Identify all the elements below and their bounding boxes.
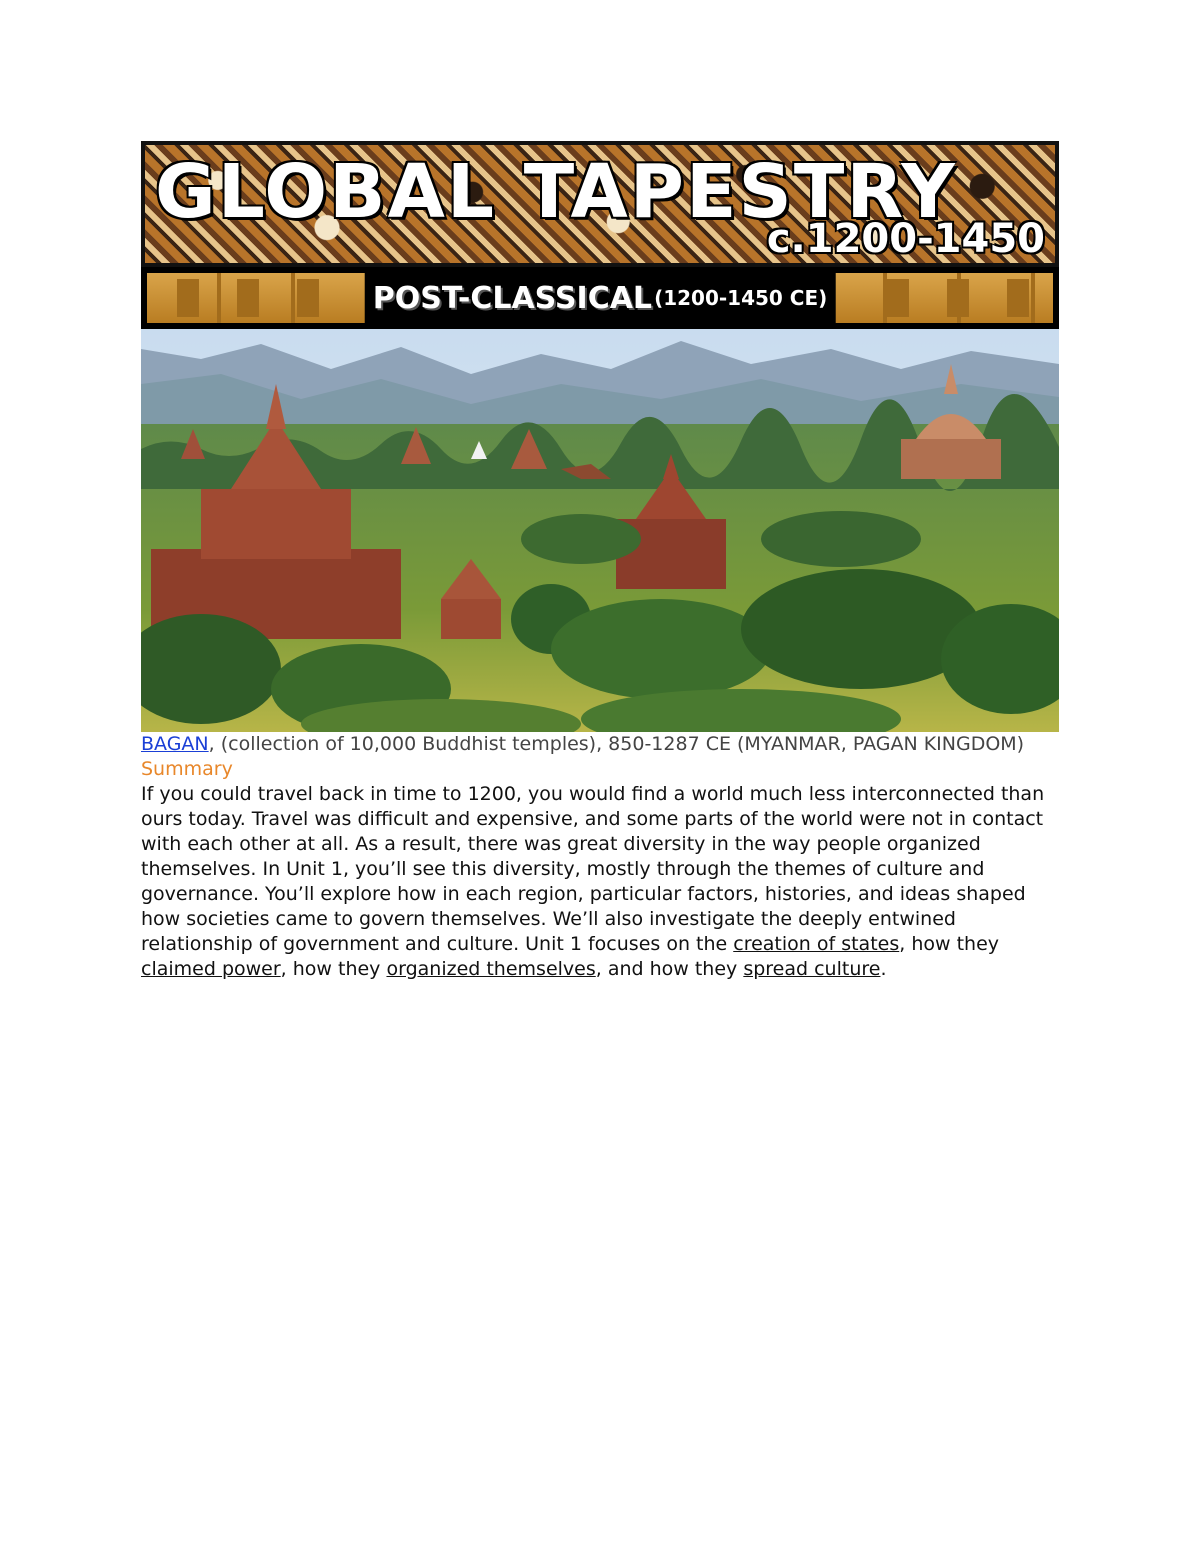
term-creation-of-states: creation of states	[733, 933, 900, 955]
image-caption	[141, 732, 1059, 757]
summary-paragraph	[141, 782, 1059, 982]
summary-text-4: , and how they	[595, 958, 744, 980]
summary-text-3: , how they	[280, 958, 387, 980]
era-title: POST-CLASSICAL	[372, 280, 653, 316]
banner-title: GLOBAL TAPESTRY	[155, 149, 957, 235]
bagan-temples-photo	[141, 329, 1059, 732]
caption-text: , (collection of 10,000 Buddhist temples), 850-1287 CE (MYANMAR, PAGAN KINGDOM)	[208, 733, 1025, 755]
era-range: (1200-1450 CE)	[654, 286, 828, 310]
bagan-link[interactable]: BAGAN	[141, 733, 209, 755]
summary-heading: Summary	[141, 758, 233, 780]
summary-text-2: , how they	[899, 933, 999, 955]
era-label	[365, 273, 836, 323]
wall-pattern	[147, 273, 1053, 323]
summary-text-1: If you could travel back in time to 1200, you would find a world much less interconnected than ours today. Travel was difficult and expensive, and some parts of the world were not in contact with each other at all. As a result, there was great diversity in the way people organized themselves. In Unit 1, you’ll see this diversity, mostly through the themes of culture and governance. You’ll explore how in each region, particular factors, histories, and ideas shaped how societies came to govern themselves. We’ll also investigate the deeply entwined relationship of government and culture. Unit 1 focuses on the	[141, 783, 1045, 955]
term-organized-themselves: organized themselves	[386, 958, 596, 980]
document-page	[141, 141, 1059, 982]
summary-text-5: .	[880, 958, 887, 980]
banner-dates: c.1200-1450	[766, 216, 1045, 262]
term-claimed-power: claimed power	[141, 958, 281, 980]
term-spread-culture: spread culture	[743, 958, 881, 980]
post-classical-banner	[141, 267, 1059, 329]
global-tapestry-banner	[141, 141, 1059, 267]
